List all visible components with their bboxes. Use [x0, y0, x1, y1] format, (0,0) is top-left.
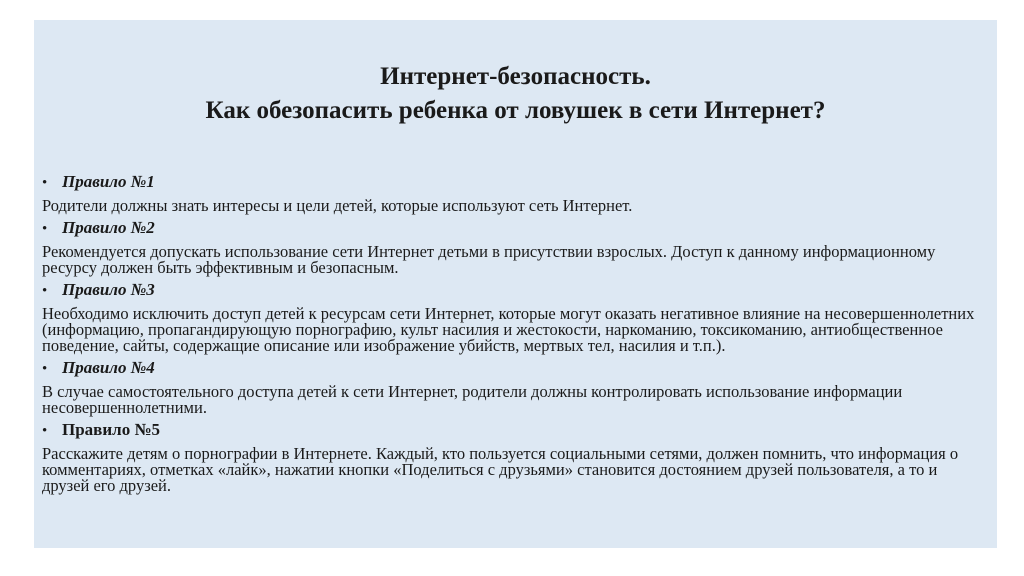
rule-label: Правило №2 [62, 218, 155, 237]
bullet-icon: • [42, 221, 48, 237]
rule-label: Правило №3 [62, 280, 155, 299]
rule-heading [42, 420, 987, 442]
bullet-icon: • [42, 175, 48, 191]
rule-text: Необходимо исключить доступ детей к ресурсам сети Интернет, которые могут оказать негативное влияние на несовершеннолетних (информацию, пропагандирующую порнографию, культ насилия и жестокости, наркоманию, токсикоманию, антиобщественное поведение, сайты, содержащие описание или изображение убийств, мертвых тел, насилия и т.п.). [42, 304, 975, 355]
rule-label: Правило №1 [62, 172, 155, 191]
rule-4 [42, 358, 987, 416]
rule-5 [42, 420, 987, 494]
rule-heading [42, 172, 987, 194]
title-line-1: Интернет-безопасность. [380, 63, 651, 90]
rule-heading [42, 280, 987, 302]
bullet-icon: • [42, 283, 48, 299]
title-line-2: Как обезопасить ребенка от ловушек в сети Интернет? [205, 97, 826, 124]
rule-text: В случае самостоятельного доступа детей к сети Интернет, родители должны контролировать использование информации несовершеннолетними. [42, 382, 903, 417]
slide [34, 20, 997, 548]
rule-text: Расскажите детям о порнографии в Интернете. Каждый, кто пользуется социальными сетями, должен помнить, что информация о комментариях, отметках «лайк», нажатии кнопки «Поделиться с друзьями» становится достоянием друзей пользователя, а то и друзей его друзей. [42, 444, 959, 495]
bullet-icon: • [42, 361, 48, 377]
rule-label: Правило №4 [62, 358, 155, 377]
bullet-icon: • [42, 423, 48, 439]
rule-label: Правило №5 [62, 420, 161, 439]
rule-2 [42, 218, 987, 276]
rule-text: Рекомендуется допускать использование сети Интернет детьми в присутствии взрослых. Доступ к данному информационному ресурсу должен быть эффективным и безопасным. [42, 242, 936, 277]
rule-3 [42, 280, 987, 354]
rule-text: Родители должны знать интересы и цели детей, которые используют сеть Интернет. [42, 196, 633, 215]
rules-list [42, 168, 987, 496]
slide-title [34, 60, 997, 128]
rule-1 [42, 172, 987, 214]
rule-heading [42, 218, 987, 240]
rule-heading [42, 358, 987, 380]
